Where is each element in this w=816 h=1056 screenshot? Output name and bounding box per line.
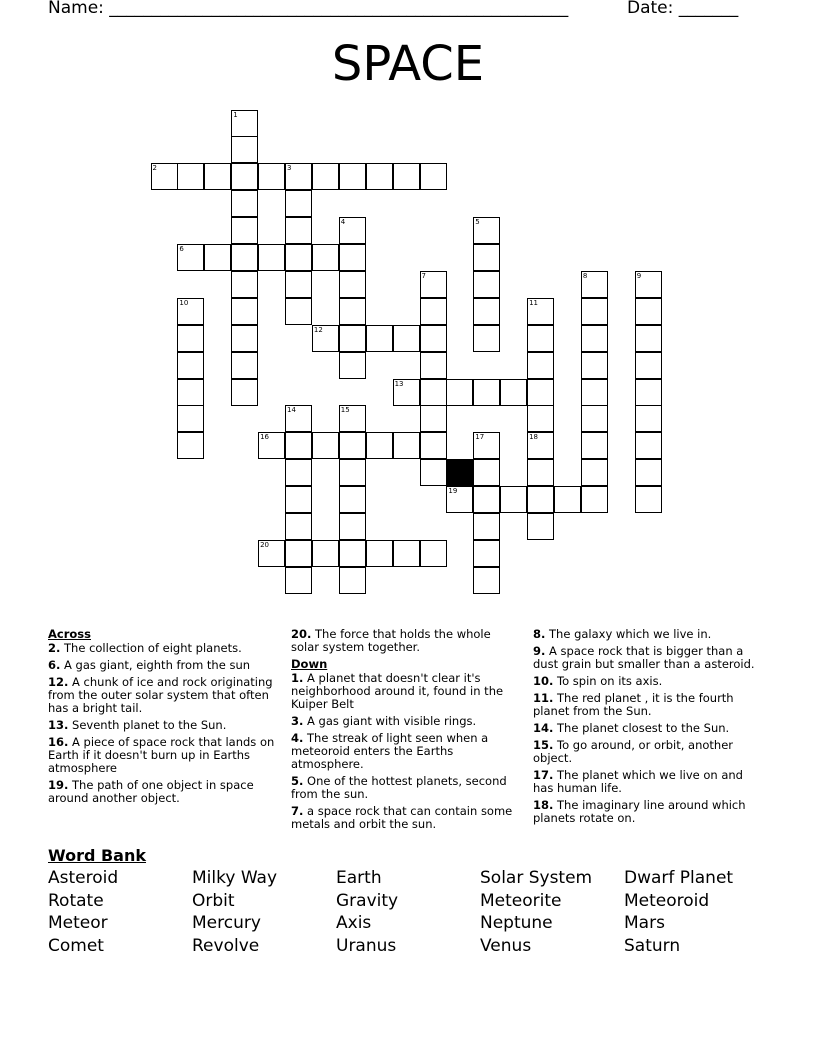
grid-cell[interactable] [204, 244, 231, 271]
grid-cell[interactable] [312, 325, 339, 352]
clue-number: 20 [260, 540, 270, 549]
grid-cell[interactable] [581, 405, 608, 432]
grid-cell[interactable] [285, 405, 312, 432]
grid-cell[interactable] [285, 244, 312, 271]
clue-down-14: 14. The planet closest to the Sun. [533, 721, 730, 735]
clue-down-1: 1. A planet that doesn't clear it's neighborhood around it, found in the Kuiper Belt [291, 671, 504, 711]
grid-cell[interactable] [581, 432, 608, 459]
word-bank-item: Dwarf Planet [624, 868, 734, 888]
clue-across-20: 20. The force that holds the whole solar system together. [291, 627, 491, 654]
grid-cell[interactable] [527, 325, 554, 352]
grid-cell[interactable] [339, 486, 366, 513]
clue-number: 8 [582, 271, 588, 280]
clue-across-19: 19. The path of one object in space around another object. [48, 778, 254, 805]
clue-number: 13 [394, 379, 404, 388]
word-bank-item: Meteorite [480, 890, 562, 911]
grid-cell[interactable] [473, 540, 500, 567]
grid-cell[interactable] [393, 325, 420, 352]
clue-across-12: 12. A chunk of ice and rock originating from the outer solar system that often has a bright tail. [48, 675, 273, 715]
clue-number: 17 [475, 433, 485, 442]
clue-number: 9 [636, 271, 642, 280]
grid-cell[interactable] [527, 459, 554, 486]
clue-across-13: 13. Seventh planet to the Sun. [48, 718, 227, 732]
word-bank-item: Axis [336, 913, 372, 934]
grid-cell[interactable] [420, 432, 447, 459]
grid-cell[interactable] [473, 244, 500, 271]
grid-cell[interactable] [446, 379, 473, 406]
grid-cell[interactable] [635, 459, 662, 486]
clue-down-3: 3. A gas giant with visible rings. [291, 714, 477, 728]
grid-cell[interactable] [339, 325, 366, 352]
name-field[interactable]: Name: ______________________________________________________ [48, 0, 569, 18]
grid-cell[interactable] [473, 432, 500, 459]
grid-cell[interactable] [285, 513, 312, 540]
grid-cell[interactable] [393, 540, 420, 567]
grid-cell[interactable] [581, 486, 608, 513]
grid-cell[interactable] [177, 352, 204, 379]
clue-number: 1 [233, 110, 238, 119]
grid-cell[interactable] [527, 405, 554, 432]
clue-number: 15 [340, 406, 350, 415]
grid-cell[interactable] [177, 432, 204, 459]
grid-cell[interactable] [473, 217, 500, 244]
grid-cell[interactable] [231, 244, 258, 271]
grid-cell[interactable] [258, 432, 285, 459]
word-bank-item: Meteor [48, 913, 108, 934]
grid-cell[interactable] [285, 298, 312, 325]
grid-cell[interactable] [420, 459, 447, 486]
clue-down-15: 15. To go around, or orbit, another object. [533, 738, 734, 765]
clue-across-2: 2. The collection of eight planets. [48, 641, 242, 655]
grid-cell[interactable] [339, 244, 366, 271]
clue-column-1 [48, 628, 278, 809]
clue-number: 3 [287, 164, 292, 173]
grid-cell[interactable] [151, 163, 178, 190]
grid-cell[interactable] [527, 486, 554, 513]
grid-cell[interactable] [312, 432, 339, 459]
word-bank-item: Rotate [48, 890, 104, 911]
grid-cell[interactable] [177, 405, 204, 432]
grid-cell[interactable] [527, 379, 554, 406]
clue-number: 18 [529, 433, 539, 442]
grid-cell[interactable] [581, 298, 608, 325]
grid-cell[interactable] [500, 486, 527, 513]
grid-cell[interactable] [285, 567, 312, 594]
grid-cell[interactable] [339, 513, 366, 540]
clue-across-16: 16. A piece of space rock that lands on Earth if it doesn't burn up in Earths atmosphere [48, 735, 275, 775]
grid-cell[interactable] [339, 540, 366, 567]
down-heading: Down [291, 657, 328, 671]
grid-cell[interactable] [366, 540, 393, 567]
grid-cell[interactable] [393, 163, 420, 190]
grid-cell[interactable] [420, 405, 447, 432]
grid-cell[interactable] [420, 163, 447, 190]
grid-cell[interactable] [581, 271, 608, 298]
grid-cell[interactable] [177, 244, 204, 271]
grid-cell[interactable] [285, 432, 312, 459]
grid-cell[interactable] [635, 432, 662, 459]
grid-cell[interactable] [285, 459, 312, 486]
grid-cell[interactable] [231, 379, 258, 406]
grid-cell[interactable] [473, 271, 500, 298]
clue-down-17: 17. The planet which we live on and has human life. [533, 768, 743, 795]
word-bank-item: Neptune [480, 913, 553, 934]
grid-cell[interactable] [393, 379, 420, 406]
clue-column-2 [291, 628, 516, 835]
grid-cell[interactable] [420, 352, 447, 379]
clue-number: 11 [529, 298, 539, 307]
grid-cell[interactable] [393, 432, 420, 459]
clue-number: 7 [421, 271, 426, 280]
clue-down-9: 9. A space rock that is bigger than a dust grain but smaller than a asteroid. [533, 644, 755, 671]
grid-cell[interactable] [420, 379, 447, 406]
grid-cell[interactable] [258, 163, 285, 190]
grid-cell[interactable] [581, 352, 608, 379]
grid-cell[interactable] [231, 217, 258, 244]
grid-cell[interactable] [446, 486, 473, 513]
clue-number: 6 [179, 245, 184, 253]
grid-cell[interactable] [231, 352, 258, 379]
grid-cell[interactable] [231, 136, 258, 163]
word-bank-item: Venus [480, 936, 532, 957]
word-bank-item: Mars [624, 913, 665, 934]
grid-cell[interactable] [554, 486, 581, 513]
grid-cell[interactable] [500, 379, 527, 406]
word-bank-item: Mercury [192, 913, 261, 934]
grid-cell[interactable] [420, 271, 447, 298]
clue-number: 4 [340, 218, 346, 227]
grid-cell[interactable] [420, 540, 447, 567]
clue-number: 2 [152, 164, 157, 173]
grid-cell[interactable] [635, 405, 662, 432]
grid-cell[interactable] [473, 325, 500, 352]
clue-number: 16 [260, 433, 270, 442]
grid-cell[interactable] [231, 190, 258, 217]
word-bank-item: Solar System [480, 868, 593, 888]
grid-cell[interactable] [473, 486, 500, 513]
word-bank-title: Word Bank [48, 846, 147, 865]
word-bank-item: Comet [48, 936, 104, 957]
grid-cell[interactable] [366, 325, 393, 352]
grid-cell[interactable] [285, 540, 312, 567]
clue-number: 19 [448, 487, 458, 496]
grid-cell[interactable] [473, 567, 500, 594]
grid-cell[interactable] [635, 379, 662, 406]
clue-down-18: 18. The imaginary line around which planets rotate on. [533, 798, 746, 825]
grid-cell[interactable] [285, 217, 312, 244]
grid-cell[interactable] [366, 163, 393, 190]
clue-down-10: 10. To spin on its axis. [533, 674, 663, 688]
grid-cell[interactable] [258, 244, 285, 271]
grid-cell[interactable] [473, 298, 500, 325]
grid-cell[interactable] [581, 379, 608, 406]
grid-cell[interactable] [527, 432, 554, 459]
clue-column-3 [533, 628, 763, 829]
grid-cell[interactable] [285, 271, 312, 298]
grid-cell[interactable] [339, 459, 366, 486]
grid-cell[interactable] [635, 298, 662, 325]
grid-cell[interactable] [204, 163, 231, 190]
grid-cell[interactable] [231, 298, 258, 325]
clue-down-4: 4. The streak of light seen when a meteoroid enters the Earths atmosphere. [291, 731, 489, 771]
grid-cell[interactable] [473, 513, 500, 540]
grid-cell[interactable] [473, 459, 500, 486]
clue-down-7: 7. a space rock that can contain some metals and orbit the sun. [291, 804, 513, 831]
grid-cell[interactable] [285, 486, 312, 513]
clue-number: 14 [287, 406, 296, 415]
clue-number: 12 [313, 325, 323, 334]
grid-cell[interactable] [339, 298, 366, 325]
clue-down-8: 8. The galaxy which we live in. [533, 627, 712, 641]
grid-cell[interactable] [339, 163, 366, 190]
word-bank-item: Uranus [336, 936, 397, 957]
grid-cell[interactable] [339, 405, 366, 432]
grid-cell[interactable] [420, 325, 447, 352]
grid-cell[interactable] [231, 271, 258, 298]
grid-cell[interactable] [635, 486, 662, 513]
grid-cell[interactable] [339, 432, 366, 459]
grid-cell[interactable] [635, 325, 662, 352]
word-bank-item: Meteoroid [624, 890, 710, 911]
grid-cell[interactable] [527, 298, 554, 325]
grid-cell[interactable] [231, 163, 258, 190]
grid-cell[interactable] [635, 271, 662, 298]
clue-number: 5 [475, 218, 480, 227]
grid-cell[interactable] [527, 513, 554, 540]
word-bank-item: Saturn [624, 936, 681, 957]
grid-cell[interactable] [312, 540, 339, 567]
grid-cell[interactable] [420, 298, 447, 325]
grid-cell[interactable] [581, 325, 608, 352]
grid-cell[interactable] [339, 567, 366, 594]
grid-cell[interactable] [473, 379, 500, 406]
grid-cell[interactable] [285, 163, 312, 190]
word-bank-item: Orbit [192, 890, 235, 911]
word-bank-item: Revolve [192, 936, 260, 957]
black-cell [446, 459, 473, 486]
grid-cell[interactable] [177, 298, 204, 325]
grid-cell[interactable] [581, 459, 608, 486]
word-bank-item: Earth [336, 868, 382, 888]
page-title: SPACE [331, 36, 485, 92]
word-bank-item: Asteroid [48, 868, 119, 888]
grid-cell[interactable] [339, 217, 366, 244]
grid-cell[interactable] [366, 432, 393, 459]
grid-cell[interactable] [177, 379, 204, 406]
grid-cell[interactable] [527, 352, 554, 379]
grid-cell[interactable] [339, 271, 366, 298]
date-field[interactable]: Date: _______ [627, 0, 739, 18]
word-bank-item: Gravity [336, 890, 399, 911]
grid-cell[interactable] [231, 325, 258, 352]
grid-cell[interactable] [177, 163, 204, 190]
clue-down-5: 5. One of the hottest planets, second from the sun. [291, 774, 507, 801]
clue-number: 10 [179, 298, 189, 307]
clue-down-11: 11. The red planet , it is the fourth planet from the Sun. [533, 691, 734, 718]
across-heading: Across [48, 627, 91, 641]
grid-cell[interactable] [231, 110, 258, 137]
grid-cell[interactable] [312, 163, 339, 190]
grid-cell[interactable] [339, 352, 366, 379]
word-bank-item: Milky Way [192, 868, 278, 888]
grid-cell[interactable] [635, 352, 662, 379]
grid-cell[interactable] [285, 190, 312, 217]
grid-cell[interactable] [312, 244, 339, 271]
grid-cell[interactable] [258, 540, 285, 567]
clue-across-6: 6. A gas giant, eighth from the sun [48, 658, 251, 672]
grid-cell[interactable] [177, 325, 204, 352]
